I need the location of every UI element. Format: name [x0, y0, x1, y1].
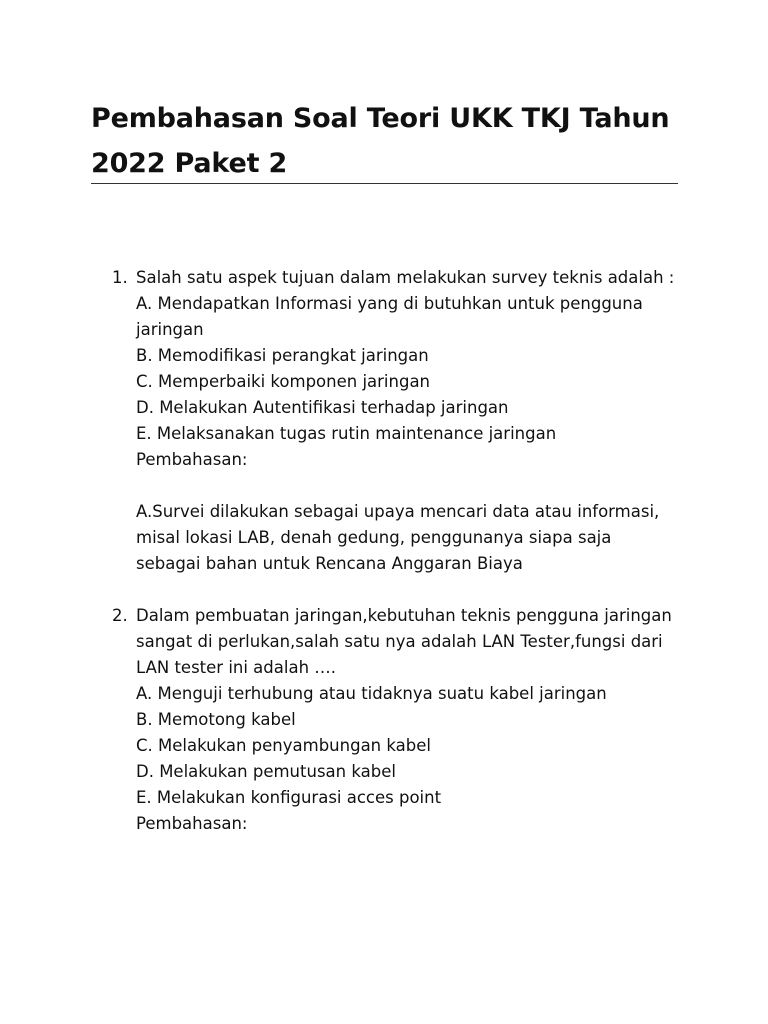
- discussion-label: Pembahasan:: [136, 450, 248, 469]
- question-1: [112, 265, 692, 577]
- document-title: Pembahasan Soal Teori UKK TKJ Tahun 2022 Paket 2: [91, 103, 670, 179]
- discussion-label: Pembahasan:: [136, 814, 248, 833]
- question-number: 2.: [112, 606, 128, 625]
- option-e: E. Melakukan konfigurasi acces point: [136, 788, 442, 807]
- option-b: B. Memotong kabel: [136, 710, 296, 729]
- option-a: A. Mendapatkan Informasi yang di butuhkan untuk pengguna jaringan: [136, 294, 643, 339]
- option-d: D. Melakukan Autentifikasi terhadap jaringan: [136, 398, 509, 417]
- option-d: D. Melakukan pemutusan kabel: [136, 762, 396, 781]
- title-divider: [91, 183, 678, 184]
- option-b: B. Memodifikasi perangkat jaringan: [136, 346, 429, 365]
- spacer: [136, 473, 681, 499]
- question-body: [136, 265, 681, 577]
- discussion-text: A.Survei dilakukan sebagai upaya mencari data atau informasi, misal lokasi LAB, denah gedung, penggunanya siapa saja sebagai bahan untuk Rencana Anggaran Biaya: [136, 502, 660, 573]
- option-c: C. Memperbaiki komponen jaringan: [136, 372, 431, 391]
- question-stem: Dalam pembuatan jaringan,kebutuhan teknis pengguna jaringan sangat di perlukan,salah satu nya adalah LAN Tester,fungsi dari LAN tester ini adalah ….: [136, 606, 672, 677]
- question-stem: Salah satu aspek tujuan dalam melakukan survey teknis adalah :: [136, 268, 675, 287]
- question-body: [136, 603, 681, 837]
- question-2: [112, 603, 692, 837]
- option-a: A. Menguji terhubung atau tidaknya suatu kabel jaringan: [136, 684, 607, 703]
- option-e: E. Melaksanakan tugas rutin maintenance jaringan: [136, 424, 557, 443]
- option-c: C. Melakukan penyambungan kabel: [136, 736, 431, 755]
- question-number: 1.: [112, 268, 128, 287]
